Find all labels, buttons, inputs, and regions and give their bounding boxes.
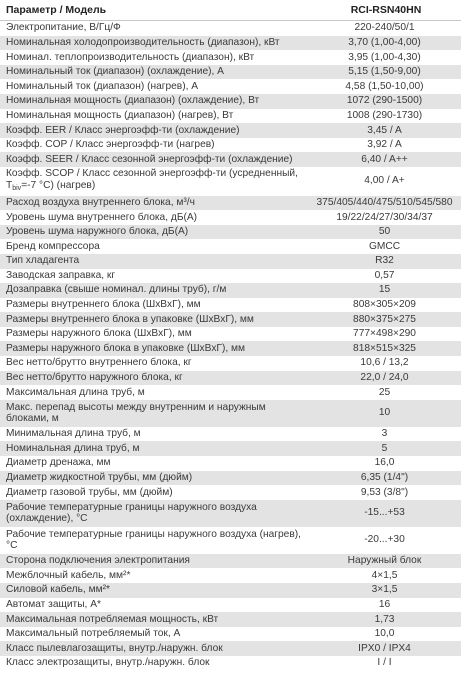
row-label: Номинал. теплопроизводительность (диапазон), кВт	[6, 51, 255, 63]
row-label-subscript: biv	[12, 184, 22, 192]
table-row	[0, 627, 461, 642]
table-row	[0, 109, 461, 124]
row-label: Электропитание, В/Гц/Ф	[6, 22, 121, 34]
table-row	[0, 50, 461, 65]
table-row	[0, 196, 461, 211]
row-value: -20...+30	[364, 534, 405, 546]
row-value: 3,95 (1,00-4,30)	[348, 51, 421, 63]
row-value: 4,00 / A+	[364, 175, 405, 187]
table-row	[0, 254, 461, 269]
row-label: Расход воздуха внутреннего блока, м³/ч	[0, 196, 308, 211]
row-value: 10,0	[374, 628, 395, 640]
table-row	[0, 441, 461, 456]
row-label: Номинальный ток (диапазон) (нагрев), А	[6, 80, 199, 92]
row-value: -15...+53	[308, 500, 461, 527]
row-value: 3,70 (1,00-4,00)	[308, 36, 461, 51]
row-value: 16	[378, 598, 391, 610]
row-value: 1,73	[308, 612, 461, 627]
row-value: 10	[308, 400, 461, 427]
row-label: Номинальная мощность (диапазон) (охлаждение), Вт	[0, 94, 308, 109]
row-value: 880×375×275	[308, 312, 461, 327]
row-label: Коэфф. EER / Класс энергоэфф-ти (охлаждение)	[0, 123, 308, 138]
row-label: Размеры внутреннего блока (ШхВхГ), мм	[6, 299, 201, 311]
row-label: Тип хладагента	[0, 254, 308, 269]
row-label: Вес нетто/брутто внутреннего блока, кг	[6, 357, 192, 369]
row-label: Рабочие температурные границы наружного воздуха (охлаждение), °C	[0, 500, 308, 527]
row-value: 25	[378, 386, 391, 398]
table-row	[0, 356, 461, 371]
row-value: 5,15 (1,50-9,00)	[308, 65, 461, 80]
table-row	[0, 94, 461, 109]
row-value: 4×1,5	[371, 569, 398, 581]
table-row	[0, 312, 461, 327]
row-value: 6,35 (1/4")	[308, 471, 461, 486]
table-row	[0, 239, 461, 254]
row-label-text: Коэфф. SCOP / Класс сезонной энергоэфф-ти (усредненный, T	[6, 167, 298, 191]
table-row	[0, 327, 461, 342]
row-value: 1072 (290-1500)	[308, 94, 461, 109]
row-label: Класс пылевлагозащиты, внутр./наружн. блок	[0, 641, 308, 656]
row-label: Диаметр газовой трубы, мм (дюйм)	[6, 486, 173, 498]
row-label: Дозаправка (свыше номинал. длины труб), г/м	[0, 283, 308, 298]
row-label	[0, 167, 308, 196]
row-value: 818×515×325	[308, 341, 461, 356]
row-label: Макс. перепад высоты между внутренним и наружным блоками, м	[0, 400, 308, 427]
table-row	[0, 598, 461, 613]
row-label: Максимальный потребляемый ток, А	[6, 628, 181, 640]
row-value: 22,0 / 24,0	[308, 371, 461, 386]
header-param: Параметр / Модель	[0, 0, 308, 21]
row-label: Номинальная холодопроизводительность (диапазон), кВт	[0, 36, 308, 51]
table-row	[0, 612, 461, 627]
row-value: 15	[308, 283, 461, 298]
table-row	[0, 641, 461, 656]
table-row	[0, 341, 461, 356]
row-label: Размеры внутреннего блока в упаковке (ШхВхГ), мм	[0, 312, 308, 327]
row-label: Силовой кабель, мм²*	[0, 583, 308, 598]
table-row	[0, 298, 461, 313]
row-label: Номинальный ток (диапазон) (охлаждение), А	[0, 65, 308, 80]
table-row	[0, 656, 461, 671]
row-label: Заводская заправка, кг	[6, 269, 116, 281]
row-value: 3,45 / A	[308, 123, 461, 138]
table-row	[0, 385, 461, 400]
table-row	[0, 225, 461, 240]
row-value: Наружный блок	[308, 554, 461, 569]
table-row	[0, 568, 461, 583]
row-value: IPX0 / IPX4	[308, 641, 461, 656]
row-value: 375/405/440/475/510/545/580	[308, 196, 461, 211]
table-header	[0, 0, 461, 21]
row-label: Размеры наружного блока (ШхВхГ), мм	[6, 328, 192, 340]
row-value: 0,57	[374, 269, 395, 281]
row-label: Бренд компрессора	[6, 240, 100, 252]
row-label: Вес нетто/брутто наружного блока, кг	[0, 371, 308, 386]
table-row	[0, 485, 461, 500]
row-value: 9,53 (3/8")	[360, 486, 409, 498]
row-label: Коэфф. SEER / Класс сезонной энергоэфф-ти (охлаждение)	[0, 152, 308, 167]
table-row	[0, 167, 461, 196]
row-value: 16,0	[374, 457, 395, 469]
row-value: I / I	[377, 657, 392, 669]
row-label: Уровень шума наружного блока, дБ(А)	[0, 225, 308, 240]
table-row	[0, 371, 461, 386]
table-row	[0, 21, 461, 36]
row-label: Диаметр дренажа, мм	[6, 457, 111, 469]
table-row	[0, 123, 461, 138]
table-row	[0, 79, 461, 94]
table-row	[0, 36, 461, 51]
row-value: GMCC	[368, 240, 401, 252]
table-row	[0, 138, 461, 153]
table-row	[0, 283, 461, 298]
row-value: 777×498×290	[353, 328, 416, 340]
table-row	[0, 554, 461, 569]
table-row	[0, 65, 461, 80]
table-row	[0, 583, 461, 598]
header-model: RCI-RSN40HN	[308, 0, 461, 21]
table-row	[0, 269, 461, 284]
table-row	[0, 471, 461, 486]
row-label: Класс электрозащиты, внутр./наружн. блок	[6, 657, 210, 669]
row-label: Сторона подключения электропитания	[0, 554, 308, 569]
row-value: 5	[308, 441, 461, 456]
row-value: 220-240/50/1	[354, 22, 415, 34]
row-value: 3	[381, 428, 388, 440]
table-row	[0, 456, 461, 471]
row-label: Номинальная мощность (диапазон) (нагрев), Вт	[6, 109, 234, 121]
row-label: Номинальная длина труб, м	[0, 441, 308, 456]
table-row	[0, 427, 461, 442]
row-label: Рабочие температурные границы наружного воздуха (нагрев), °C	[6, 528, 301, 552]
row-value: R32	[308, 254, 461, 269]
row-label-text-after: =-7 °C) (нагрев)	[21, 179, 96, 191]
row-value: 19/22/24/27/30/34/37	[336, 211, 433, 223]
table-row	[0, 500, 461, 527]
row-value: 50	[308, 225, 461, 240]
row-value: 3,92 / A	[367, 139, 402, 151]
row-value: 10,6 / 13,2	[360, 357, 409, 369]
row-label: Автомат защиты, А*	[6, 598, 101, 610]
row-value: 1008 (290-1730)	[346, 109, 423, 121]
row-label: Максимальная потребляемая мощность, кВт	[0, 612, 308, 627]
row-label: Размеры наружного блока в упаковке (ШхВхГ), мм	[0, 341, 308, 356]
row-value: 3×1,5	[308, 583, 461, 598]
table-row	[0, 210, 461, 225]
table-row	[0, 152, 461, 167]
row-label: Минимальная длина труб, м	[6, 428, 141, 440]
row-value: 6,40 / A++	[308, 152, 461, 167]
table-row	[0, 400, 461, 427]
row-label: Уровень шума внутреннего блока, дБ(А)	[6, 211, 198, 223]
row-label: Максимальная длина труб, м	[6, 386, 145, 398]
row-label: Диаметр жидкостной трубы, мм (дюйм)	[0, 471, 308, 486]
row-value: 4,58 (1,50-10,00)	[345, 80, 424, 92]
row-value: 808×305×209	[353, 299, 416, 311]
row-label: Межблочный кабель, мм²*	[6, 569, 131, 581]
row-label: Коэфф. COP / Класс энергоэфф-ти (нагрев)	[6, 139, 215, 151]
table-row	[0, 527, 461, 554]
